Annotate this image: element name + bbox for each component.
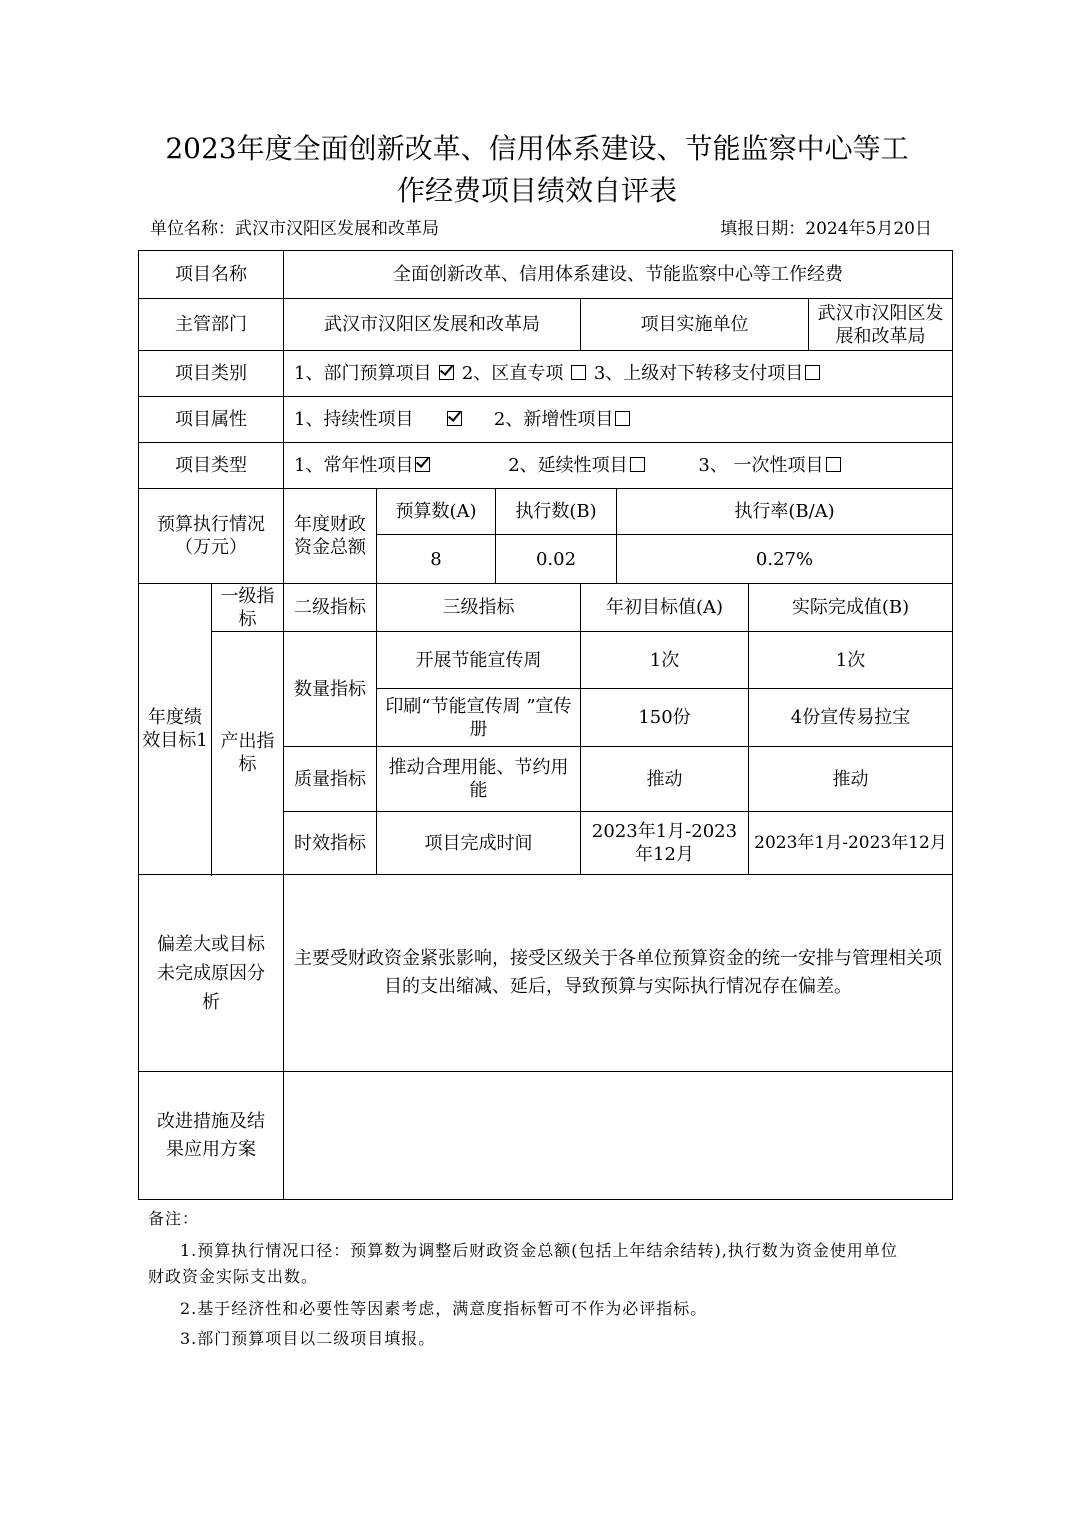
table-row-actual: 4份宣传易拉宝 xyxy=(749,689,953,747)
project-name-label: 项目名称 xyxy=(139,251,284,299)
table-row-level3: 项目完成时间 xyxy=(377,812,581,875)
table-row-level3: 开展节能宣传周 xyxy=(377,632,581,689)
attribute-label: 项目属性 xyxy=(139,397,284,443)
category-label: 项目类别 xyxy=(139,351,284,397)
header-level3: 三级指标 xyxy=(377,584,581,632)
deviation-analysis-text: 主要受财政资金紧张影响，接受区级关于各单位预算资金的统一安排与管理相关项目的支出缩减、延后，导致预算与实际执行情况存在偏差。 xyxy=(284,875,953,1072)
timeliness-indicator-label: 时效指标 xyxy=(284,812,377,875)
category-option-2: 2、区直专项 xyxy=(461,363,564,384)
deviation-label: 偏差大或目标未完成原因分析 xyxy=(139,875,284,1072)
table-row-target: 150份 xyxy=(581,689,749,747)
dept-label: 主管部门 xyxy=(139,299,284,351)
table-row-actual: 推动 xyxy=(749,747,953,812)
header-actual: 实际完成值(B) xyxy=(749,584,953,632)
improvement-label: 改进措施及结果应用方案 xyxy=(139,1072,284,1200)
header-level1: 一级指标 xyxy=(212,584,284,632)
checkbox-checked-icon[interactable] xyxy=(439,365,454,380)
attribute-option-2: 2、新增性项目 xyxy=(493,409,614,430)
budget-total-label: 年度财政资金总额 xyxy=(284,489,377,584)
category-options xyxy=(284,351,953,397)
table-row-level3: 印刷“节能宣传周 ”宣传册 xyxy=(377,689,581,747)
table-row-level3: 推动合理用能、节约用能 xyxy=(377,747,581,812)
table-row-actual: 1次 xyxy=(749,632,953,689)
header-level2: 二级指标 xyxy=(284,584,377,632)
impl-unit-value: 武汉市汉阳区发展和改革局 xyxy=(809,299,953,351)
checkbox-empty-icon[interactable] xyxy=(571,365,586,380)
budget-rate-value: 0.27% xyxy=(617,535,953,584)
report-date: 填报日期：2024年5月20日 xyxy=(720,219,932,239)
table-row-target: 2023年1月-2023年12月 xyxy=(581,812,749,875)
page-title-line1: 2023年度全面创新改革、信用体系建设、节能监察中心等工 xyxy=(165,132,909,165)
attribute-options xyxy=(284,397,953,443)
notes-heading: 备注： xyxy=(148,1209,200,1228)
checkbox-checked-icon[interactable] xyxy=(447,411,462,426)
note-2: 2.基于经济性和必要性等因素考虑，满意度指标暂可不作为必评指标。 xyxy=(180,1299,708,1318)
improvement-text[interactable] xyxy=(284,1072,953,1200)
budget-b-value: 0.02 xyxy=(496,535,617,584)
table-row-target: 1次 xyxy=(581,632,749,689)
table-row-target: 推动 xyxy=(581,747,749,812)
dept-value: 武汉市汉阳区发展和改革局 xyxy=(284,299,581,351)
note-3: 3.部门预算项目以二级项目填报。 xyxy=(180,1329,436,1348)
checkbox-checked-icon[interactable] xyxy=(415,457,430,472)
budget-label: 预算执行情况（万元） xyxy=(139,489,284,584)
quantity-indicator-label: 数量指标 xyxy=(284,632,377,747)
category-option-1: 1、部门预算项目 xyxy=(294,363,432,384)
impl-unit-label: 项目实施单位 xyxy=(581,299,809,351)
header-target: 年初目标值(A) xyxy=(581,584,749,632)
type-label: 项目类型 xyxy=(139,443,284,489)
notes-section xyxy=(148,1206,908,1352)
attribute-option-1: 1、持续性项目 xyxy=(294,409,414,430)
checkbox-empty-icon[interactable] xyxy=(826,457,841,472)
budget-col-a: 预算数(A) xyxy=(377,489,496,535)
note-1: 1.预算执行情况口径：预算数为调整后财政资金总额(包括上年结余结转),执行数为资金使用单位财政资金实际支出数。 xyxy=(148,1241,898,1286)
budget-col-b: 执行数(B) xyxy=(496,489,617,535)
budget-a-value: 8 xyxy=(377,535,496,584)
self-evaluation-table xyxy=(138,250,953,1200)
type-option-2: 2、延续性项目 xyxy=(508,455,628,476)
budget-col-rate: 执行率(B/A) xyxy=(617,489,953,535)
type-option-3: 3、 一次性项目 xyxy=(698,455,824,476)
table-row-actual: 2023年1月-2023年12月 xyxy=(749,812,953,875)
checkbox-empty-icon[interactable] xyxy=(805,365,820,380)
output-indicator-label: 产出指标 xyxy=(212,632,284,875)
quality-indicator-label: 质量指标 xyxy=(284,747,377,812)
type-options xyxy=(284,443,953,489)
type-option-1: 1、常年性项目 xyxy=(294,455,414,476)
unit-name: 单位名称：武汉市汉阳区发展和改革局 xyxy=(150,219,439,239)
category-option-3: 3、上级对下转移支付项目 xyxy=(593,363,804,384)
checkbox-empty-icon[interactable] xyxy=(630,457,645,472)
project-name-value: 全面创新改革、信用体系建设、节能监察中心等工作经费 xyxy=(284,251,953,299)
annual-goal-label: 年度绩效目标1 xyxy=(139,584,212,875)
checkbox-empty-icon[interactable] xyxy=(615,411,630,426)
page-title-line2: 作经费项目绩效自评表 xyxy=(396,174,677,207)
